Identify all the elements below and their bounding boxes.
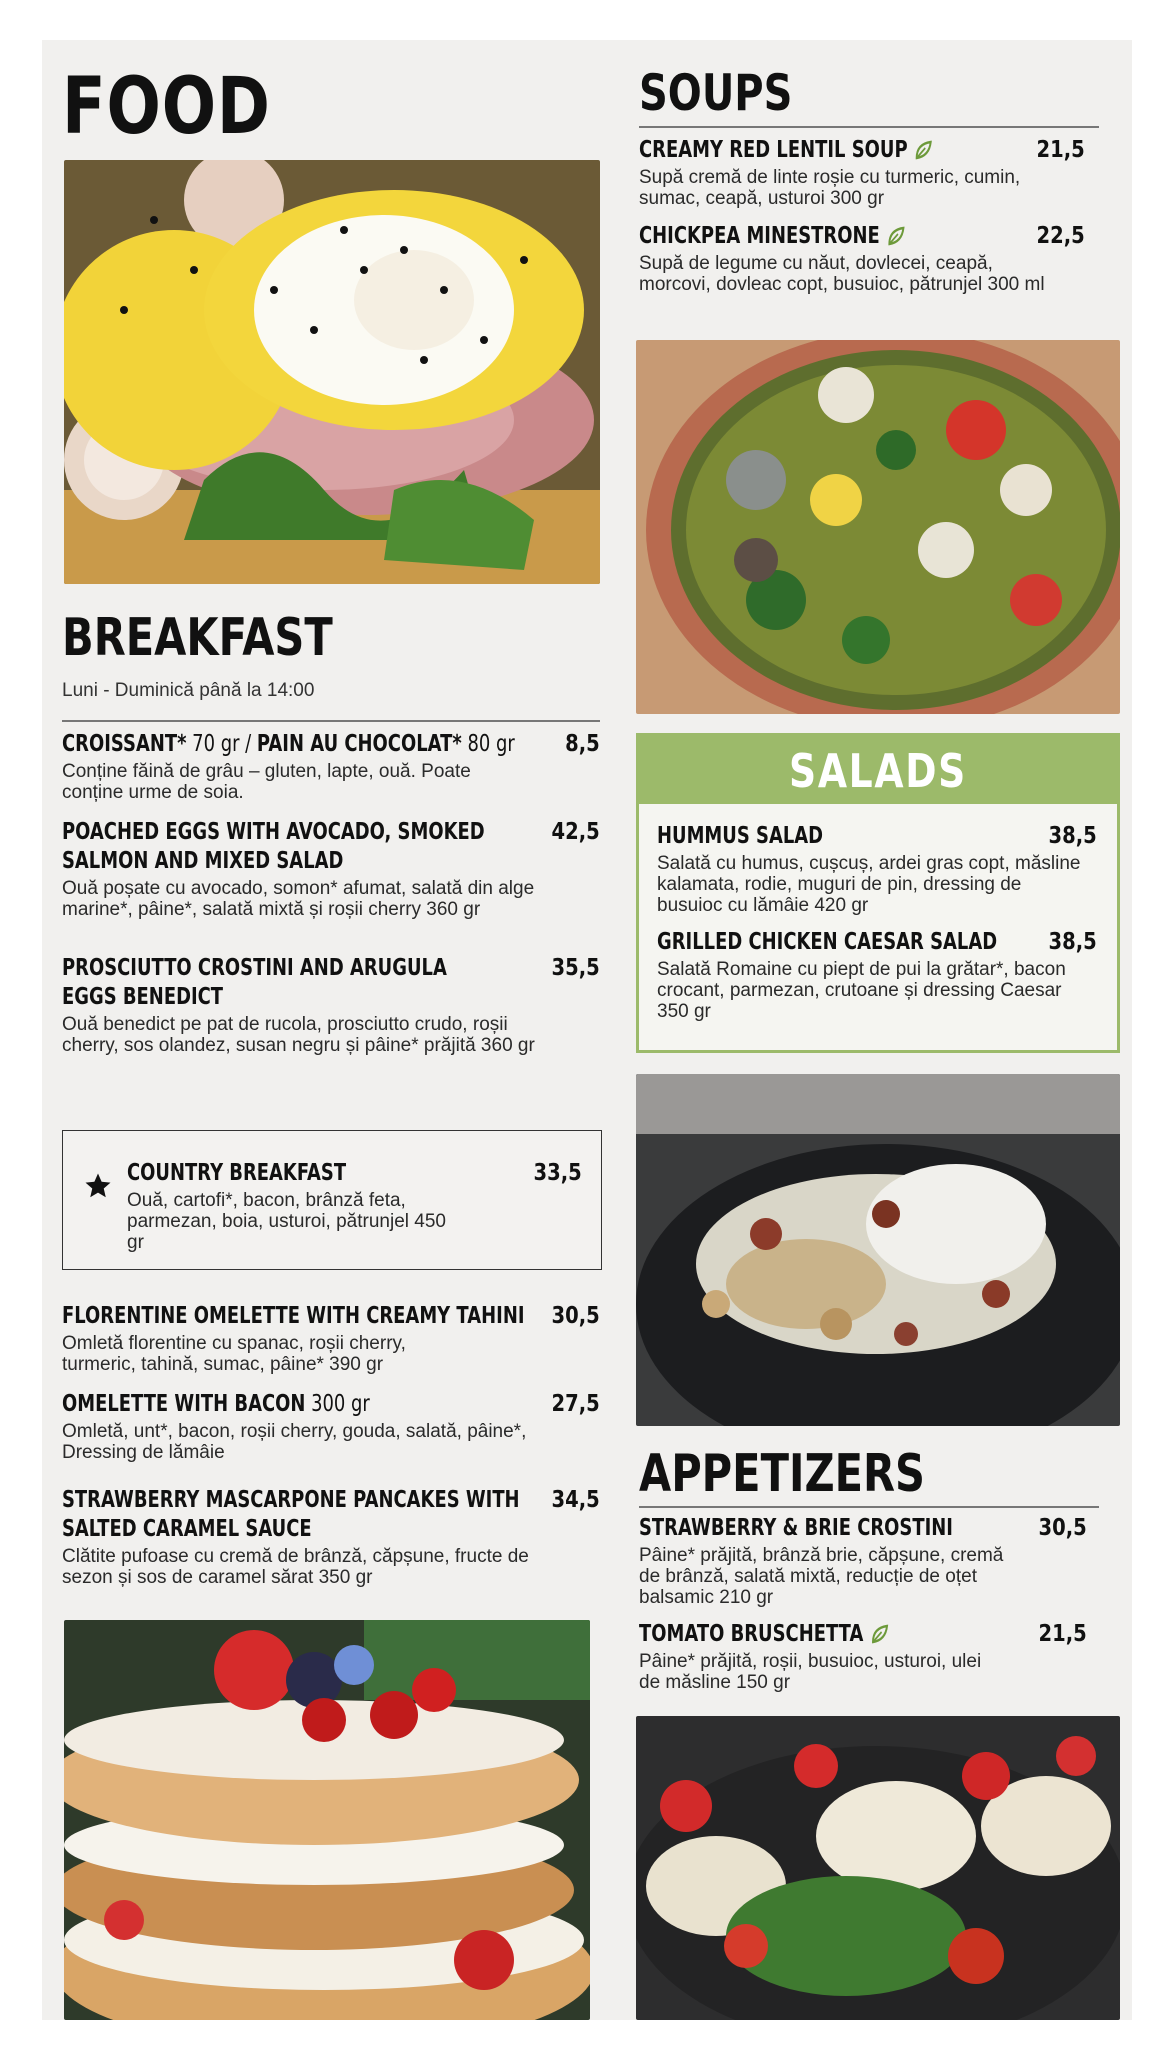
vegan-leaf-icon xyxy=(886,224,906,246)
item-name: POACHED EGGS WITH AVOCADO, SMOKED xyxy=(62,819,485,845)
appetizers-title: APPETIZERS xyxy=(639,1444,926,1504)
item-name: CREAMY RED LENTIL SOUP xyxy=(639,137,908,163)
item-name-line2: EGGS BENEDICT xyxy=(62,984,224,1010)
item-name: COUNTRY BREAKFAST xyxy=(127,1160,347,1186)
item-price: 21,5 xyxy=(1038,1621,1087,1647)
soup-photo xyxy=(636,340,1120,714)
salads-header xyxy=(639,736,1117,804)
item-description: Supă cremă de linte roșie cu turmeric, cumin, sumac, ceapă, usturoi 300 gr xyxy=(639,167,1021,209)
item-name-secondary: PAIN AU CHOCOLAT* xyxy=(256,731,462,757)
breakfast-divider xyxy=(62,720,600,722)
menu-item-prosciutto xyxy=(62,954,600,1056)
item-name-line2: SALTED CARAMEL SAUCE xyxy=(62,1516,312,1542)
caesar-salad-photo xyxy=(636,1074,1120,1426)
item-name-line2: SALMON AND MIXED SALAD xyxy=(62,848,344,874)
item-price: 8,5 xyxy=(565,731,600,757)
eggs-benedict-photo xyxy=(64,160,600,584)
item-price: 38,5 xyxy=(1048,823,1097,849)
pancakes-photo xyxy=(64,1620,590,2020)
food-title: FOOD xyxy=(62,62,271,152)
menu-item-country-breakfast xyxy=(127,1159,582,1253)
item-price: 42,5 xyxy=(551,819,600,845)
item-name: FLORENTINE OMELETTE WITH CREAMY TAHINI xyxy=(62,1303,525,1329)
item-name: PROSCIUTTO CROSTINI AND ARUGULA xyxy=(62,955,447,981)
item-description: Conține făină de grâu – gluten, lapte, ouă. Poate conține urme de soia. xyxy=(62,761,471,803)
item-price: 27,5 xyxy=(551,1391,600,1417)
appetizers-divider xyxy=(639,1506,1099,1508)
item-description: Omletă, unt*, bacon, roșii cherry, gouda, salată, pâine*, Dressing de lămâie xyxy=(62,1421,527,1463)
item-name: HUMMUS SALAD xyxy=(657,823,824,849)
salads-section xyxy=(636,733,1120,1053)
item-name: CROISSANT* xyxy=(62,731,187,757)
menu-page xyxy=(42,40,1132,2020)
item-description: Pâine* prăjită, roșii, busuioc, usturoi, ulei de măsline 150 gr xyxy=(639,1651,982,1693)
item-description: Supă de legume cu năut, dovlecei, ceapă, morcovi, dovleac copt, busuioc, pătrunjel 300 ml xyxy=(639,253,1045,295)
item-description: Salată cu humus, cușcuș, ardei gras copt, măsline kalamata, rodie, muguri de pin, dressing de busuioc cu lămâie 420 gr xyxy=(657,853,1081,916)
menu-item-omelette-bacon xyxy=(62,1390,600,1463)
item-name: OMELETTE WITH BACON xyxy=(62,1391,306,1417)
menu-item-pancakes xyxy=(62,1486,600,1588)
star-icon xyxy=(83,1171,113,1201)
item-description: Pâine* prăjită, brânză brie, căpșune, cremă de brânză, salată mixtă, reducție de oțet balsamic 210 gr xyxy=(639,1545,1004,1608)
breakfast-hours: Luni - Duminică până la 14:00 xyxy=(62,680,315,701)
item-name: STRAWBERRY MASCARPONE PANCAKES WITH xyxy=(62,1487,520,1513)
item-price: 22,5 xyxy=(1036,223,1085,249)
menu-item-brie-crostini xyxy=(639,1514,1099,1608)
menu-item-hummus-salad xyxy=(657,822,1097,916)
item-weight: 70 gr / xyxy=(186,731,257,757)
item-name: GRILLED CHICKEN CAESAR SALAD xyxy=(657,929,998,955)
featured-box xyxy=(62,1130,602,1270)
menu-item-lentil-soup xyxy=(639,136,1099,209)
item-price: 38,5 xyxy=(1048,929,1097,955)
item-description: Ouă benedict pe pat de rucola, prosciutto crudo, roșii cherry, sos olandez, susan negru și pâine* prăjită 360 gr xyxy=(62,1014,535,1056)
item-name: STRAWBERRY & BRIE CROSTINI xyxy=(639,1515,953,1541)
breakfast-title: BREAKFAST xyxy=(62,608,333,668)
item-description: Omletă florentine cu spanac, roșii cherry, turmeric, tahină, sumac, pâine* 390 gr xyxy=(62,1333,406,1375)
item-weight: 300 gr xyxy=(305,1391,370,1417)
item-price: 21,5 xyxy=(1036,137,1085,163)
item-name: CHICKPEA MINESTRONE xyxy=(639,223,880,249)
item-description: Salată Romaine cu piept de pui la grătar*, bacon crocant, parmezan, crutoane și dressing Caesar 350 gr xyxy=(657,959,1066,1022)
soups-title: SOUPS xyxy=(639,64,793,122)
menu-item-chickpea-minestrone xyxy=(639,222,1099,295)
item-weight-secondary: 80 gr xyxy=(461,731,515,757)
item-description: Ouă poșate cu avocado, somon* afumat, salată din alge marine*, pâine*, salată mixtă și roșii cherry 360 gr xyxy=(62,878,535,920)
item-price: 30,5 xyxy=(1038,1515,1087,1541)
menu-item-poached-eggs xyxy=(62,818,600,920)
item-name: TOMATO BRUSCHETTA xyxy=(639,1621,864,1647)
vegan-leaf-icon xyxy=(914,138,934,160)
soups-divider xyxy=(639,126,1099,128)
item-price: 30,5 xyxy=(551,1303,600,1329)
menu-item-florentine-omelette xyxy=(62,1302,600,1375)
vegan-leaf-icon xyxy=(870,1622,890,1644)
item-description: Ouă, cartofi*, bacon, brânză feta, parmezan, boia, usturoi, pătrunjel 450 gr xyxy=(127,1190,446,1253)
item-price: 33,5 xyxy=(533,1160,582,1186)
item-description: Clătite pufoase cu cremă de brânză, căpșune, fructe de sezon și sos de caramel sărat 350 gr xyxy=(62,1546,529,1588)
salads-title: SALADS xyxy=(789,744,967,798)
menu-item-croissant xyxy=(62,730,600,803)
item-price: 35,5 xyxy=(551,955,600,981)
menu-item-caesar-salad xyxy=(657,928,1097,1022)
crostini-photo xyxy=(636,1716,1120,2020)
item-price: 34,5 xyxy=(551,1487,600,1513)
menu-item-tomato-bruschetta xyxy=(639,1620,1099,1693)
